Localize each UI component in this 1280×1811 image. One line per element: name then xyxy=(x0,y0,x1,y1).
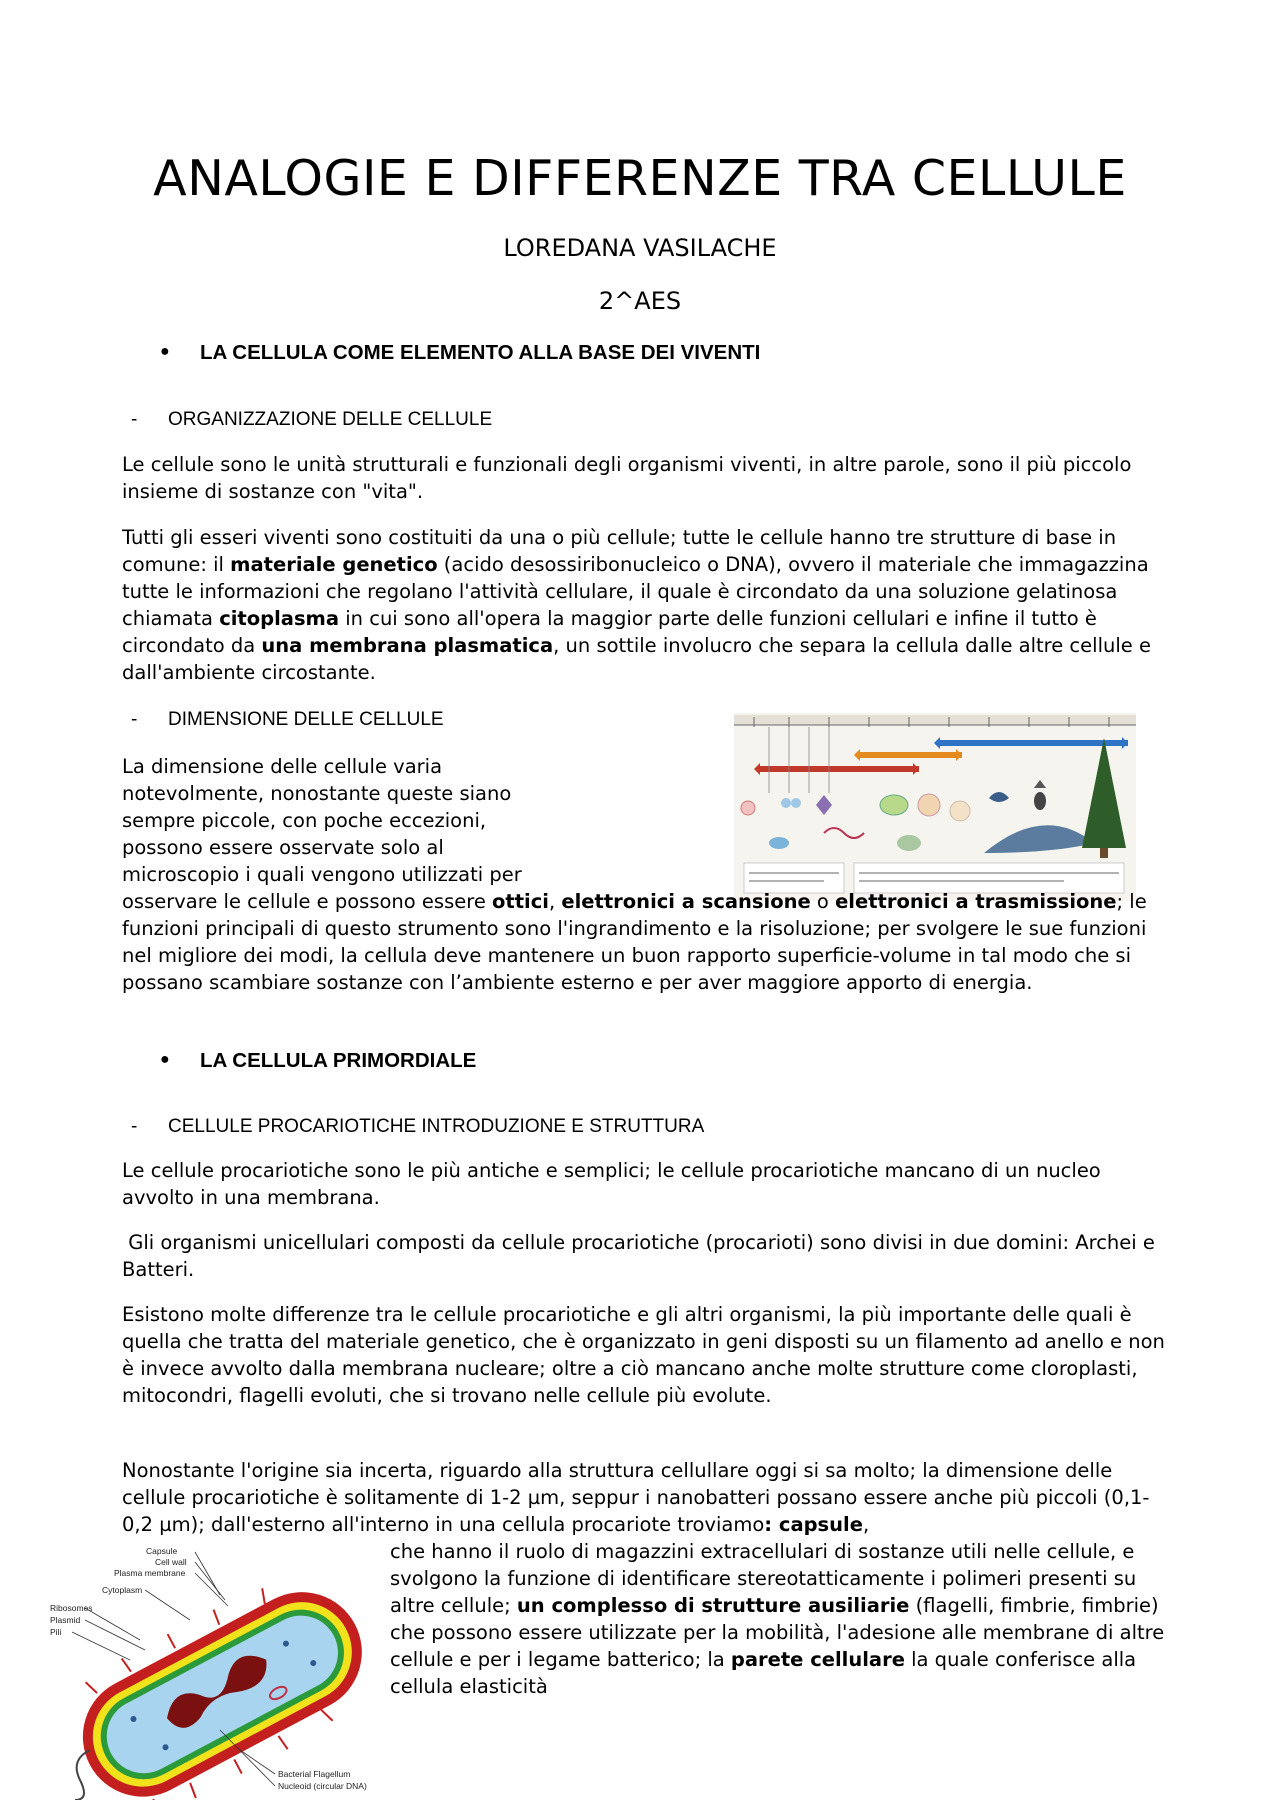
label-bacterial-flagellum: Bacterial Flagellum xyxy=(278,1769,351,1779)
label-pili: Pili xyxy=(50,1627,62,1637)
class-label: 2^AES xyxy=(598,287,682,315)
label-capsule: Capsule xyxy=(146,1546,178,1556)
paragraph: Le cellule sono le unità strutturali e funzionali degli organismi viventi, in altre parole, sono il più piccolo insieme di sostanze con "vita". xyxy=(122,453,1132,503)
document-title: ANALOGIE E DIFFERENZE TRA CELLULE xyxy=(153,150,1127,207)
label-cytoplasm: Cytoplasm xyxy=(102,1585,143,1595)
label-nucleoid: Nucleoid (circular DNA) xyxy=(278,1781,367,1791)
bacterium-structure-figure xyxy=(50,1540,380,1800)
label-cell-wall: Cell wall xyxy=(155,1557,187,1567)
dash-icon: - xyxy=(131,1116,138,1137)
label-plasmid: Plasmid xyxy=(50,1615,81,1625)
paragraph: che hanno il ruolo di magazzini extracellulari di sostanze utili nelle cellule, e svolgono la funzione di identificare stereotatticamente i polimeri presenti su altre cellule; un complesso di strutture ausiliarie (flagelli, fimbrie, fimbrie) che possono essere utilizzate per la mobilità, l'adesione alle membrane di altre cellule e per i legame batterico; la parete cellulare la quale conferisce alla cellula elasticità xyxy=(390,1540,1165,1698)
paragraph: La dimensione delle cellule varia notevolmente, nonostante queste siano sempre piccole, con poche eccezioni, possono essere osservate solo al microscopio i quali vengono utilizzati per osservare le cellule e possono essere ottici, elettronici a scansione o elettronici a trasmissione; le funzioni principali di questo strumento sono l'ingrandimento e la risoluzione; per svolgere le sue funzioni nel migliore dei modi, la cellula deve mantenere un buon rapporto superficie-volume in tal modo che si possano scambiare sostanze con l’ambiente esterno e per aver maggiore apporto di energia. xyxy=(122,755,1147,994)
dash-icon: - xyxy=(131,409,138,430)
dash-icon: - xyxy=(131,709,138,730)
label-ribosomes: Ribosomes xyxy=(50,1603,93,1613)
paragraph: Gli organismi unicellulari composti da cellule procariotiche (procarioti) sono divisi in due domini: Archei e Batteri. xyxy=(122,1231,1162,1281)
bullet-icon: ● xyxy=(160,1051,170,1068)
document-page: ANALOGIE E DIFFERENZE TRA CELLULE LOREDANA VASILACHE 2^AES ● LA CELLULA COME ELEMENTO ALLA BASE DEI VIVENTI - ORGANIZZAZIONE DELLE CELLULE Le cellule sono le unità strutturali e funzionali degli organismi viventi, in altre parole, sono il più piccolo insieme di sostanze con "vita". Tutti gli esseri viventi sono costituiti da una o più cellule; tutte le cellule hanno tre strutture di base in comune: il materiale genetico (acido desossiribonucleico o DNA), ovvero il materiale che immagazzina tutte le informazioni che regolano l'attività cellulare, il quale è circondato da una soluzione gelatinosa chiamata citoplasma in cui sono all'opera la maggior parte delle funzioni cellulari e infine il tutto è circondato da una membrana plasmatica, un sottile involucro che separa la cellula dalle altre cellule e dall'ambiente circostante. - DIMENSIONE DELLE CELLULE La dimensione delle cellule varia notevolmente, nonostante queste siano sempre piccole, con poche eccezioni, possono essere osservate solo al microscopio i quali vengono utilizzati per osservare le cellule e possono essere ottici, elettronici a scansione o elettronici a trasmissione; le funzioni principali di questo strumento sono l'ingrandimento e la risoluzione; per svolgere le sue funzioni nel migliore dei modi, la cellula deve mantenere un buon rapporto superficie-volume in tal modo che si possano scambiare sostanze con l’ambiente esterno e per aver maggiore apporto di energia. ● LA CELLULA PRIMORDIALE - CELLULE PROCARIOTICHE INTRODUZIONE E STRUTTURA Le cellule procariotiche sono le più antiche e semplici; le cellule procariotiche mancano di un nucleo avvolto in una membrana. Gli organismi unicellulari composti da cellule procariotiche (procarioti) sono divisi in due domini: Archei e Batteri. Esistono molte differenze tra le cellule procariotiche e gli altri organismi, la più importante delle quali è quella che tratta del materiale genetico, che è organizzato in geni disposti su un filamento ad anello e non è invece avvolto dalla membrana nucleare; oltre a ciò mancano anche molte strutture come cloroplasti, mitocondri, flagelli evoluti, che si trovano nelle cellule più evolute. Nonostante l'origine sia incerta, riguardo alla struttura cellullare oggi si sa molto; la dimensione delle cellule procariotiche è solitamente di 1-2 µm, seppur i nanobatteri possano essere anche più piccoli (0,1-0,2 µm); dall'esterno all'interno in una cellula procariote troviamo: capsule, che hanno il ruolo di magazzini extracellulari di sostanze utili nelle cellule, e svolgono la funzione di identificare stereotatticamente i polimeri presenti su altre cellule; un complesso di strutture ausiliarie (flagelli, fimbrie, fimbrie) che possono essere utilizzate per la mobilità, l'adesione alle membrane di altre cellule e per i legame batterico; la parete cellulare la quale conferisce alla cellula elasticità Capsule Cell wall Plasma membrane Cytoplasm Ribosomes Plasmid Pili Bacterial Flagellum Nucleoid (circular DNA) xyxy=(0,0,1280,1811)
label-plasma-membrane: Plasma membrane xyxy=(114,1568,186,1578)
paragraph: Esistono molte differenze tra le cellule procariotiche e gli altri organismi, la più importante delle quali è quella che tratta del materiale genetico, che è organizzato in geni disposti su un filamento ad anello e non è invece avvolto dalla membrana nucleare; oltre a ciò mancano anche molte strutture come cloroplasti, mitocondri, flagelli evoluti, che si trovano nelle cellule più evolute. xyxy=(122,1303,1165,1407)
paragraph: Nonostante l'origine sia incerta, riguardo alla struttura cellullare oggi si sa molto; la dimensione delle cellule procariotiche è solitamente di 1-2 µm, seppur i nanobatteri possano essere anche più piccoli (0,1-0,2 µm); dall'esterno all'interno in una cellula procariote troviamo: capsule, xyxy=(122,1459,1150,1536)
bullet-icon: ● xyxy=(160,343,170,360)
paragraph: Tutti gli esseri viventi sono costituiti da una o più cellule; tutte le cellule hanno tre strutture di base in comune: il materiale genetico (acido desossiribonucleico o DNA), ovvero il materiale che immagazzina tutte le informazioni che regolano l'attività cellulare, il quale è circondato da una soluzione gelatinosa chiamata citoplasma in cui sono all'opera la maggior parte delle funzioni cellulari e infine il tutto è circondato da una membrana plasmatica, un sottile involucro che separa la cellula dalle altre cellule e dall'ambiente circostante. xyxy=(122,526,1151,684)
author-name: LOREDANA VASILACHE xyxy=(503,234,777,262)
paragraph: Le cellule procariotiche sono le più antiche e semplici; le cellule procariotiche mancano di un nucleo avvolto in una membrana. xyxy=(122,1159,1101,1209)
